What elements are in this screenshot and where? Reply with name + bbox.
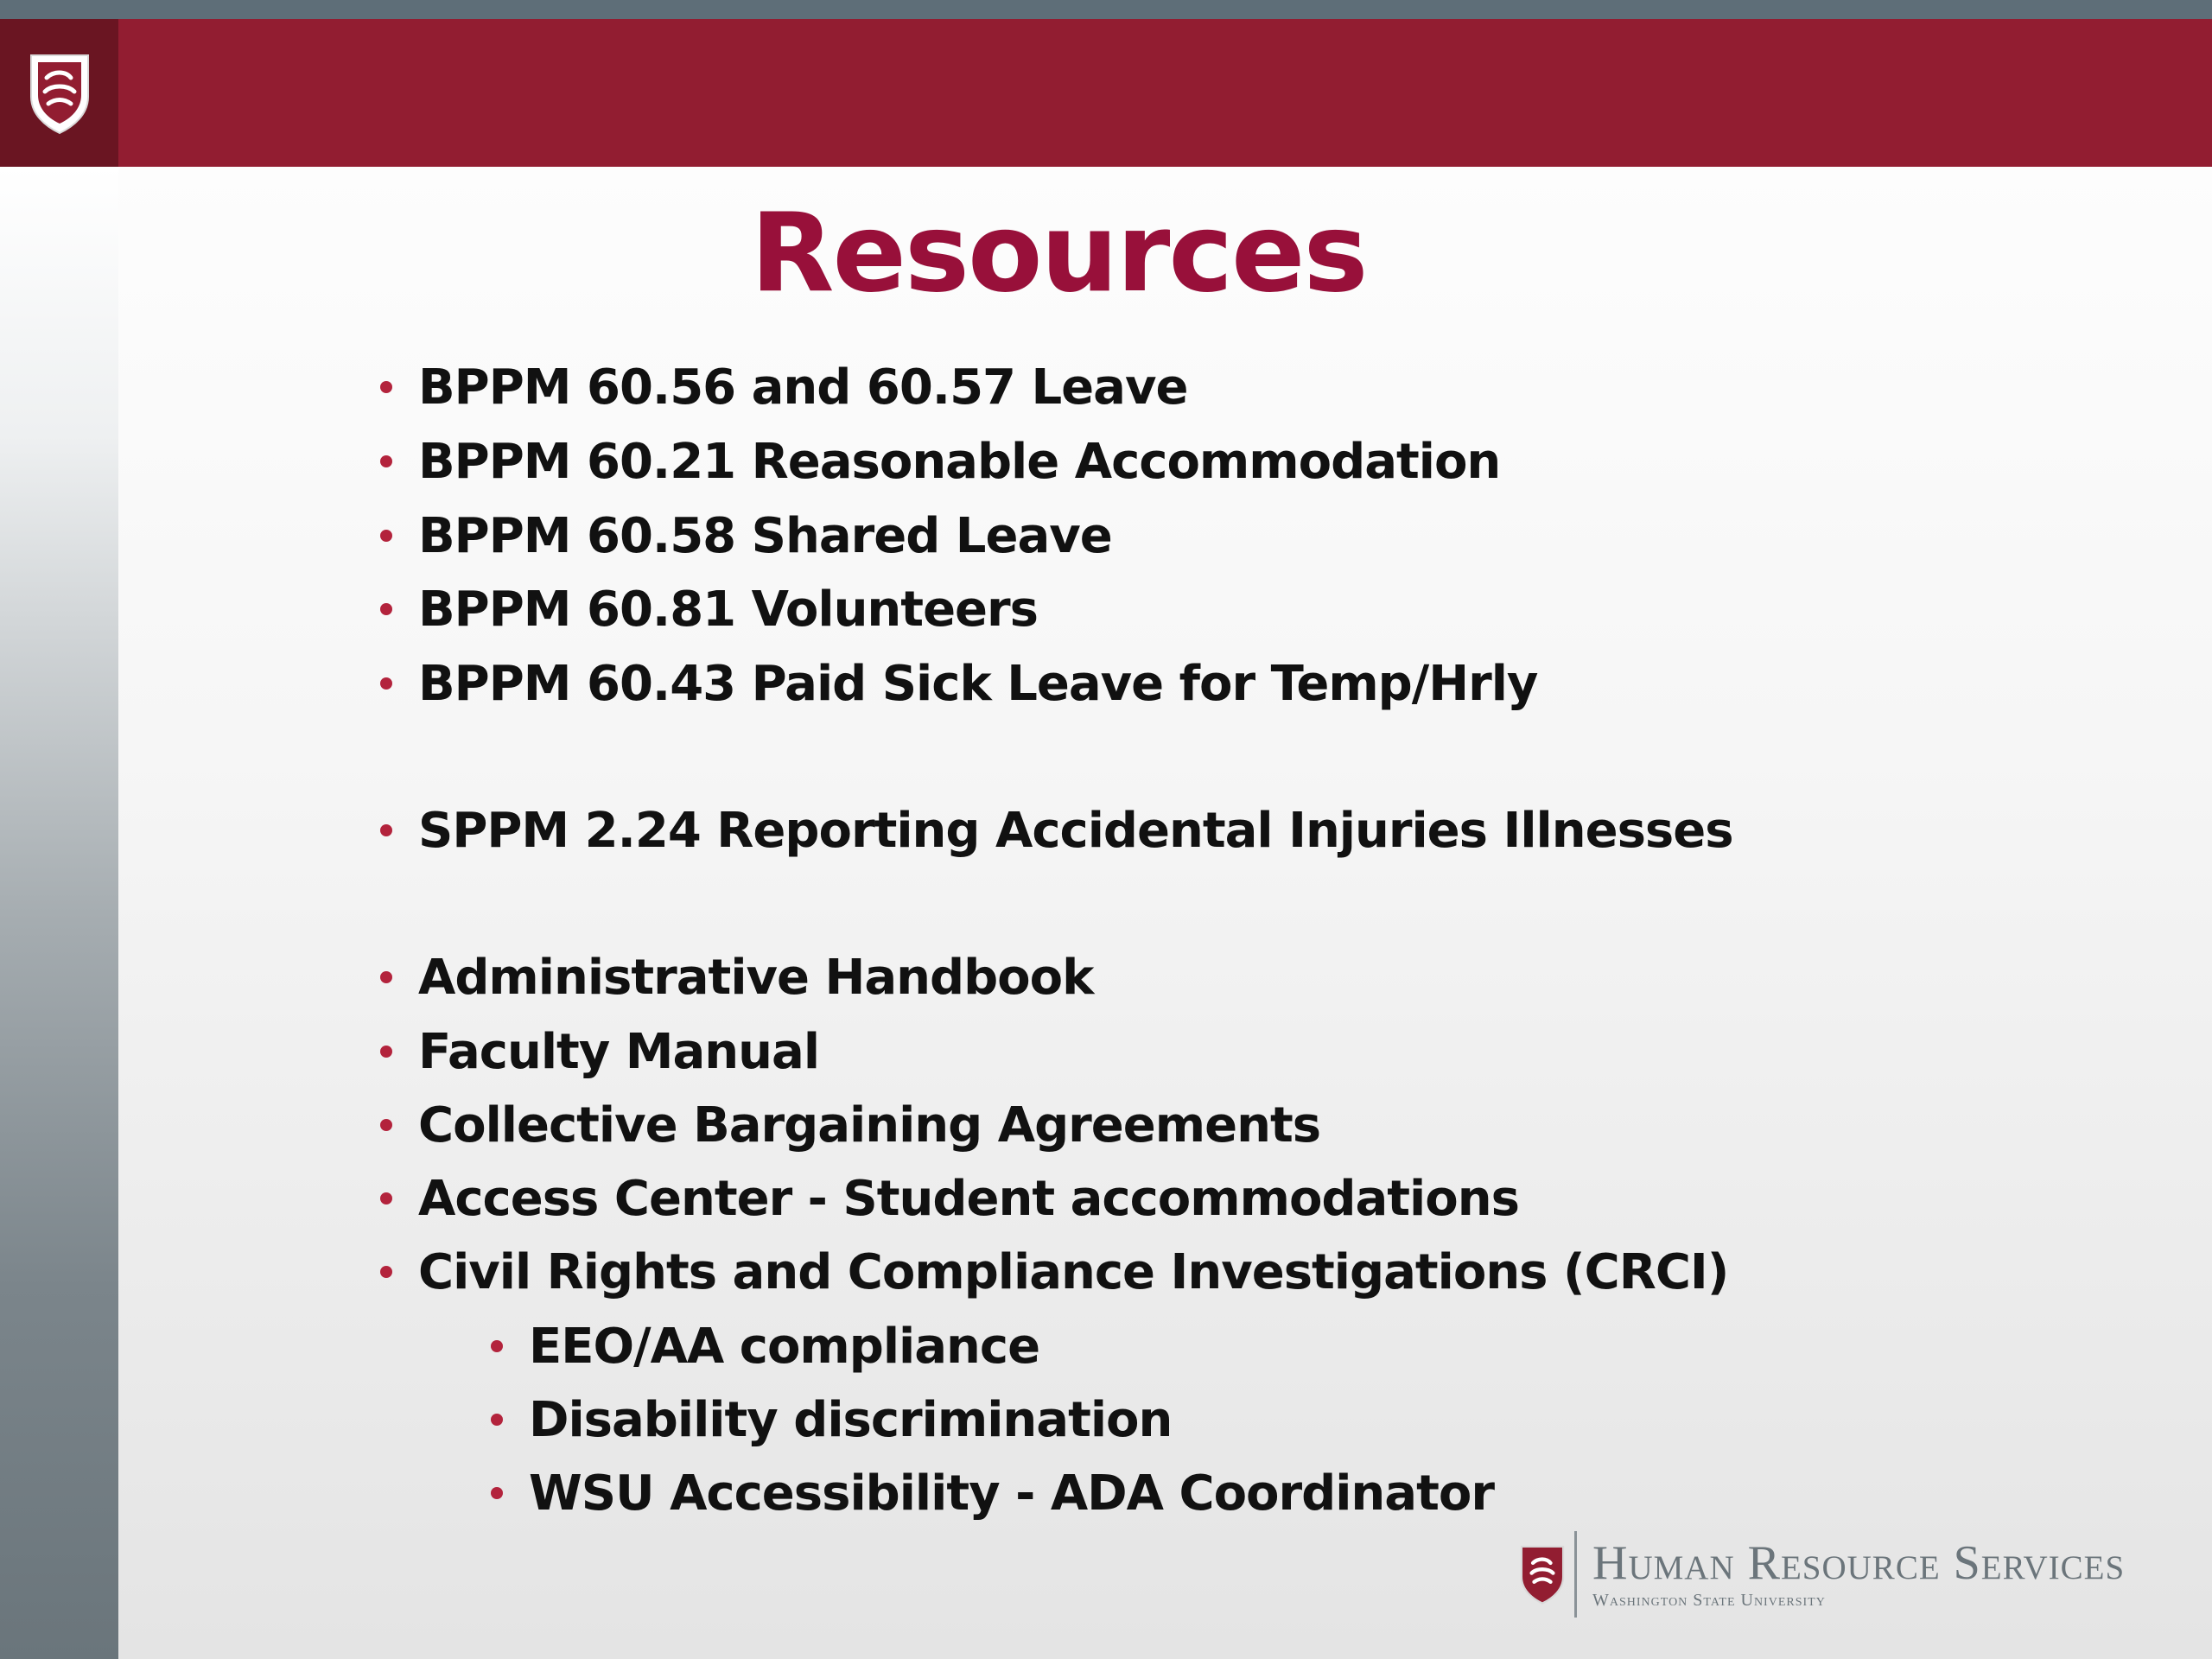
sub-list-item bbox=[491, 1456, 1494, 1530]
footer-org-name: Human Resource Services bbox=[1592, 1536, 2126, 1590]
list-item bbox=[380, 499, 1112, 573]
footer-divider bbox=[1574, 1531, 1577, 1618]
list-item bbox=[380, 940, 1093, 1014]
item-text: Collective Bargaining Agreements bbox=[418, 1096, 1321, 1154]
bullet-icon bbox=[380, 1192, 392, 1205]
bullet-icon bbox=[491, 1340, 503, 1352]
item-text: Administrative Handbook bbox=[418, 949, 1094, 1006]
item-text: WSU Accessibility - ADA Coordinator bbox=[529, 1465, 1494, 1522]
item-text: Access Center - Student accommodations bbox=[418, 1170, 1519, 1227]
footer-university: Washington State University bbox=[1592, 1591, 1826, 1610]
item-text: BPPM 60.81 Volunteers bbox=[418, 581, 1038, 638]
bullet-icon bbox=[380, 1119, 392, 1131]
bullet-icon bbox=[491, 1414, 503, 1426]
slide-title: Resources bbox=[750, 189, 1367, 316]
sub-list-item bbox=[491, 1382, 1172, 1457]
footer-text bbox=[1592, 1537, 2125, 1611]
footer-logo bbox=[1519, 1531, 2141, 1618]
list-item bbox=[380, 793, 1733, 868]
bullet-icon bbox=[380, 1046, 392, 1058]
bullet-icon bbox=[380, 455, 392, 467]
list-item bbox=[380, 1088, 1320, 1162]
bullet-icon bbox=[380, 824, 392, 836]
item-text: BPPM 60.43 Paid Sick Leave for Temp/Hrly bbox=[418, 655, 1538, 712]
list-item bbox=[380, 1235, 1728, 1309]
list-item bbox=[380, 1161, 1519, 1236]
list-item bbox=[380, 424, 1500, 499]
bullet-icon bbox=[491, 1487, 503, 1499]
sub-list-item bbox=[491, 1309, 1039, 1383]
bullet-icon bbox=[380, 1266, 392, 1278]
bullet-icon bbox=[380, 381, 392, 393]
bullet-icon bbox=[380, 677, 392, 690]
list-item bbox=[380, 572, 1038, 646]
item-text: SPPM 2.24 Reporting Accidental Injuries Illnesses bbox=[418, 802, 1733, 859]
list-item bbox=[380, 350, 1187, 424]
item-text: BPPM 60.21 Reasonable Accommodation bbox=[418, 433, 1501, 490]
bullet-icon bbox=[380, 971, 392, 983]
list-item bbox=[380, 646, 1537, 721]
list-item bbox=[380, 1014, 819, 1089]
item-text: Disability discrimination bbox=[529, 1391, 1173, 1448]
item-text: Civil Rights and Compliance Investigations (CRCI) bbox=[418, 1243, 1729, 1300]
item-text: BPPM 60.56 and 60.57 Leave bbox=[418, 359, 1188, 416]
item-text: Faculty Manual bbox=[418, 1023, 820, 1080]
bullet-icon bbox=[380, 530, 392, 542]
bullet-icon bbox=[380, 603, 392, 615]
item-text: BPPM 60.58 Shared Leave bbox=[418, 507, 1112, 564]
wsu-shield-icon bbox=[1519, 1544, 1566, 1605]
item-text: EEO/AA compliance bbox=[529, 1318, 1040, 1375]
